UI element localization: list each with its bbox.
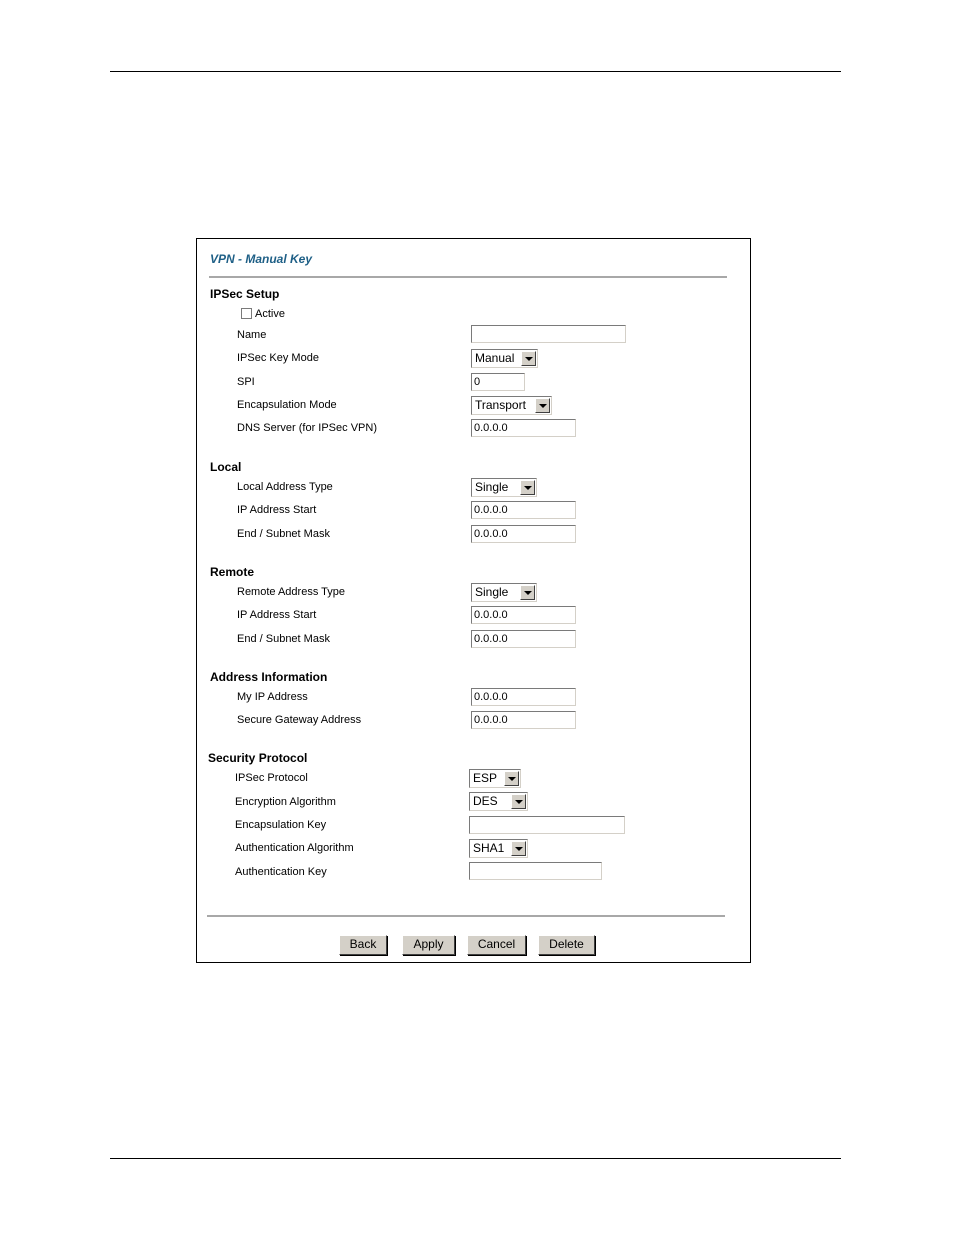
local-ip-start-label: IP Address Start: [237, 504, 317, 516]
chevron-down-icon[interactable]: [520, 585, 535, 600]
address-information-heading: Address Information: [210, 670, 328, 684]
security-protocol-heading: Security Protocol: [208, 751, 308, 765]
authentication-algorithm-value: SHA1: [473, 841, 505, 855]
my-ip-address-label: My IP Address: [237, 691, 308, 703]
chevron-down-icon[interactable]: [511, 794, 526, 809]
encryption-algorithm-label: Encryption Algorithm: [235, 796, 336, 808]
chevron-down-icon[interactable]: [521, 351, 536, 366]
authentication-algorithm-select[interactable]: [469, 839, 528, 858]
vpn-manual-key-panel: [196, 238, 751, 963]
title-divider: [209, 276, 727, 278]
authentication-key-input[interactable]: [469, 862, 602, 880]
remote-address-type-select[interactable]: [471, 583, 537, 602]
active-label: Active: [255, 308, 285, 320]
ipsec-key-mode-select[interactable]: [471, 349, 538, 368]
chevron-down-icon[interactable]: [511, 841, 526, 856]
local-heading: Local: [210, 460, 242, 474]
remote-ip-start-input[interactable]: 0.0.0.0: [471, 606, 576, 624]
encapsulation-mode-label: Encapsulation Mode: [237, 399, 337, 411]
spi-label: SPI: [237, 376, 255, 388]
secure-gateway-input[interactable]: 0.0.0.0: [471, 711, 576, 729]
panel-title: VPN - Manual Key: [210, 252, 313, 266]
chevron-down-icon[interactable]: [504, 771, 519, 786]
local-address-type-select[interactable]: [471, 478, 537, 497]
dns-server-input[interactable]: 0.0.0.0: [471, 419, 576, 437]
chevron-down-icon[interactable]: [535, 398, 550, 413]
ipsec-setup-heading: IPSec Setup: [210, 287, 280, 301]
my-ip-address-input[interactable]: 0.0.0.0: [471, 688, 576, 706]
remote-ip-start-label: IP Address Start: [237, 609, 317, 621]
remote-end-mask-input[interactable]: 0.0.0.0: [471, 630, 576, 648]
remote-address-type-label: Remote Address Type: [237, 586, 346, 598]
remote-address-type-value: Single: [475, 585, 509, 599]
dns-server-label: DNS Server (for IPSec VPN): [237, 422, 377, 434]
ipsec-key-mode-value: Manual: [475, 351, 515, 365]
local-address-type-label: Local Address Type: [237, 481, 333, 493]
back-button[interactable]: Back: [339, 935, 387, 955]
footer-divider: [207, 915, 725, 917]
encapsulation-key-label: Encapsulation Key: [235, 819, 327, 831]
chevron-down-icon[interactable]: [520, 480, 535, 495]
remote-end-mask-label: End / Subnet Mask: [237, 633, 330, 645]
name-label: Name: [237, 329, 267, 341]
ipsec-protocol-value: ESP: [473, 771, 498, 785]
page-top-rule: [110, 71, 841, 72]
ipsec-key-mode-label: IPSec Key Mode: [237, 352, 319, 364]
encryption-algorithm-value: DES: [473, 794, 498, 808]
active-checkbox[interactable]: [241, 308, 252, 319]
name-input[interactable]: [471, 325, 626, 343]
page-bottom-rule: [110, 1158, 841, 1159]
ipsec-protocol-label: IPSec Protocol: [235, 772, 308, 784]
encapsulation-key-input[interactable]: [469, 816, 625, 834]
local-end-mask-input[interactable]: 0.0.0.0: [471, 525, 576, 543]
encapsulation-mode-value: Transport: [475, 398, 526, 412]
encryption-algorithm-select[interactable]: [469, 792, 528, 811]
cancel-button[interactable]: Cancel: [467, 935, 526, 955]
delete-button[interactable]: Delete: [538, 935, 595, 955]
encapsulation-mode-select[interactable]: [471, 396, 552, 415]
apply-button[interactable]: Apply: [402, 935, 455, 955]
secure-gateway-label: Secure Gateway Address: [237, 714, 362, 726]
local-address-type-value: Single: [475, 480, 509, 494]
remote-heading: Remote: [210, 565, 255, 579]
local-end-mask-label: End / Subnet Mask: [237, 528, 330, 540]
spi-input[interactable]: 0: [471, 373, 525, 391]
local-ip-start-input[interactable]: 0.0.0.0: [471, 501, 576, 519]
authentication-key-label: Authentication Key: [235, 866, 327, 878]
authentication-algorithm-label: Authentication Algorithm: [235, 842, 354, 854]
ipsec-protocol-select[interactable]: [469, 769, 521, 788]
